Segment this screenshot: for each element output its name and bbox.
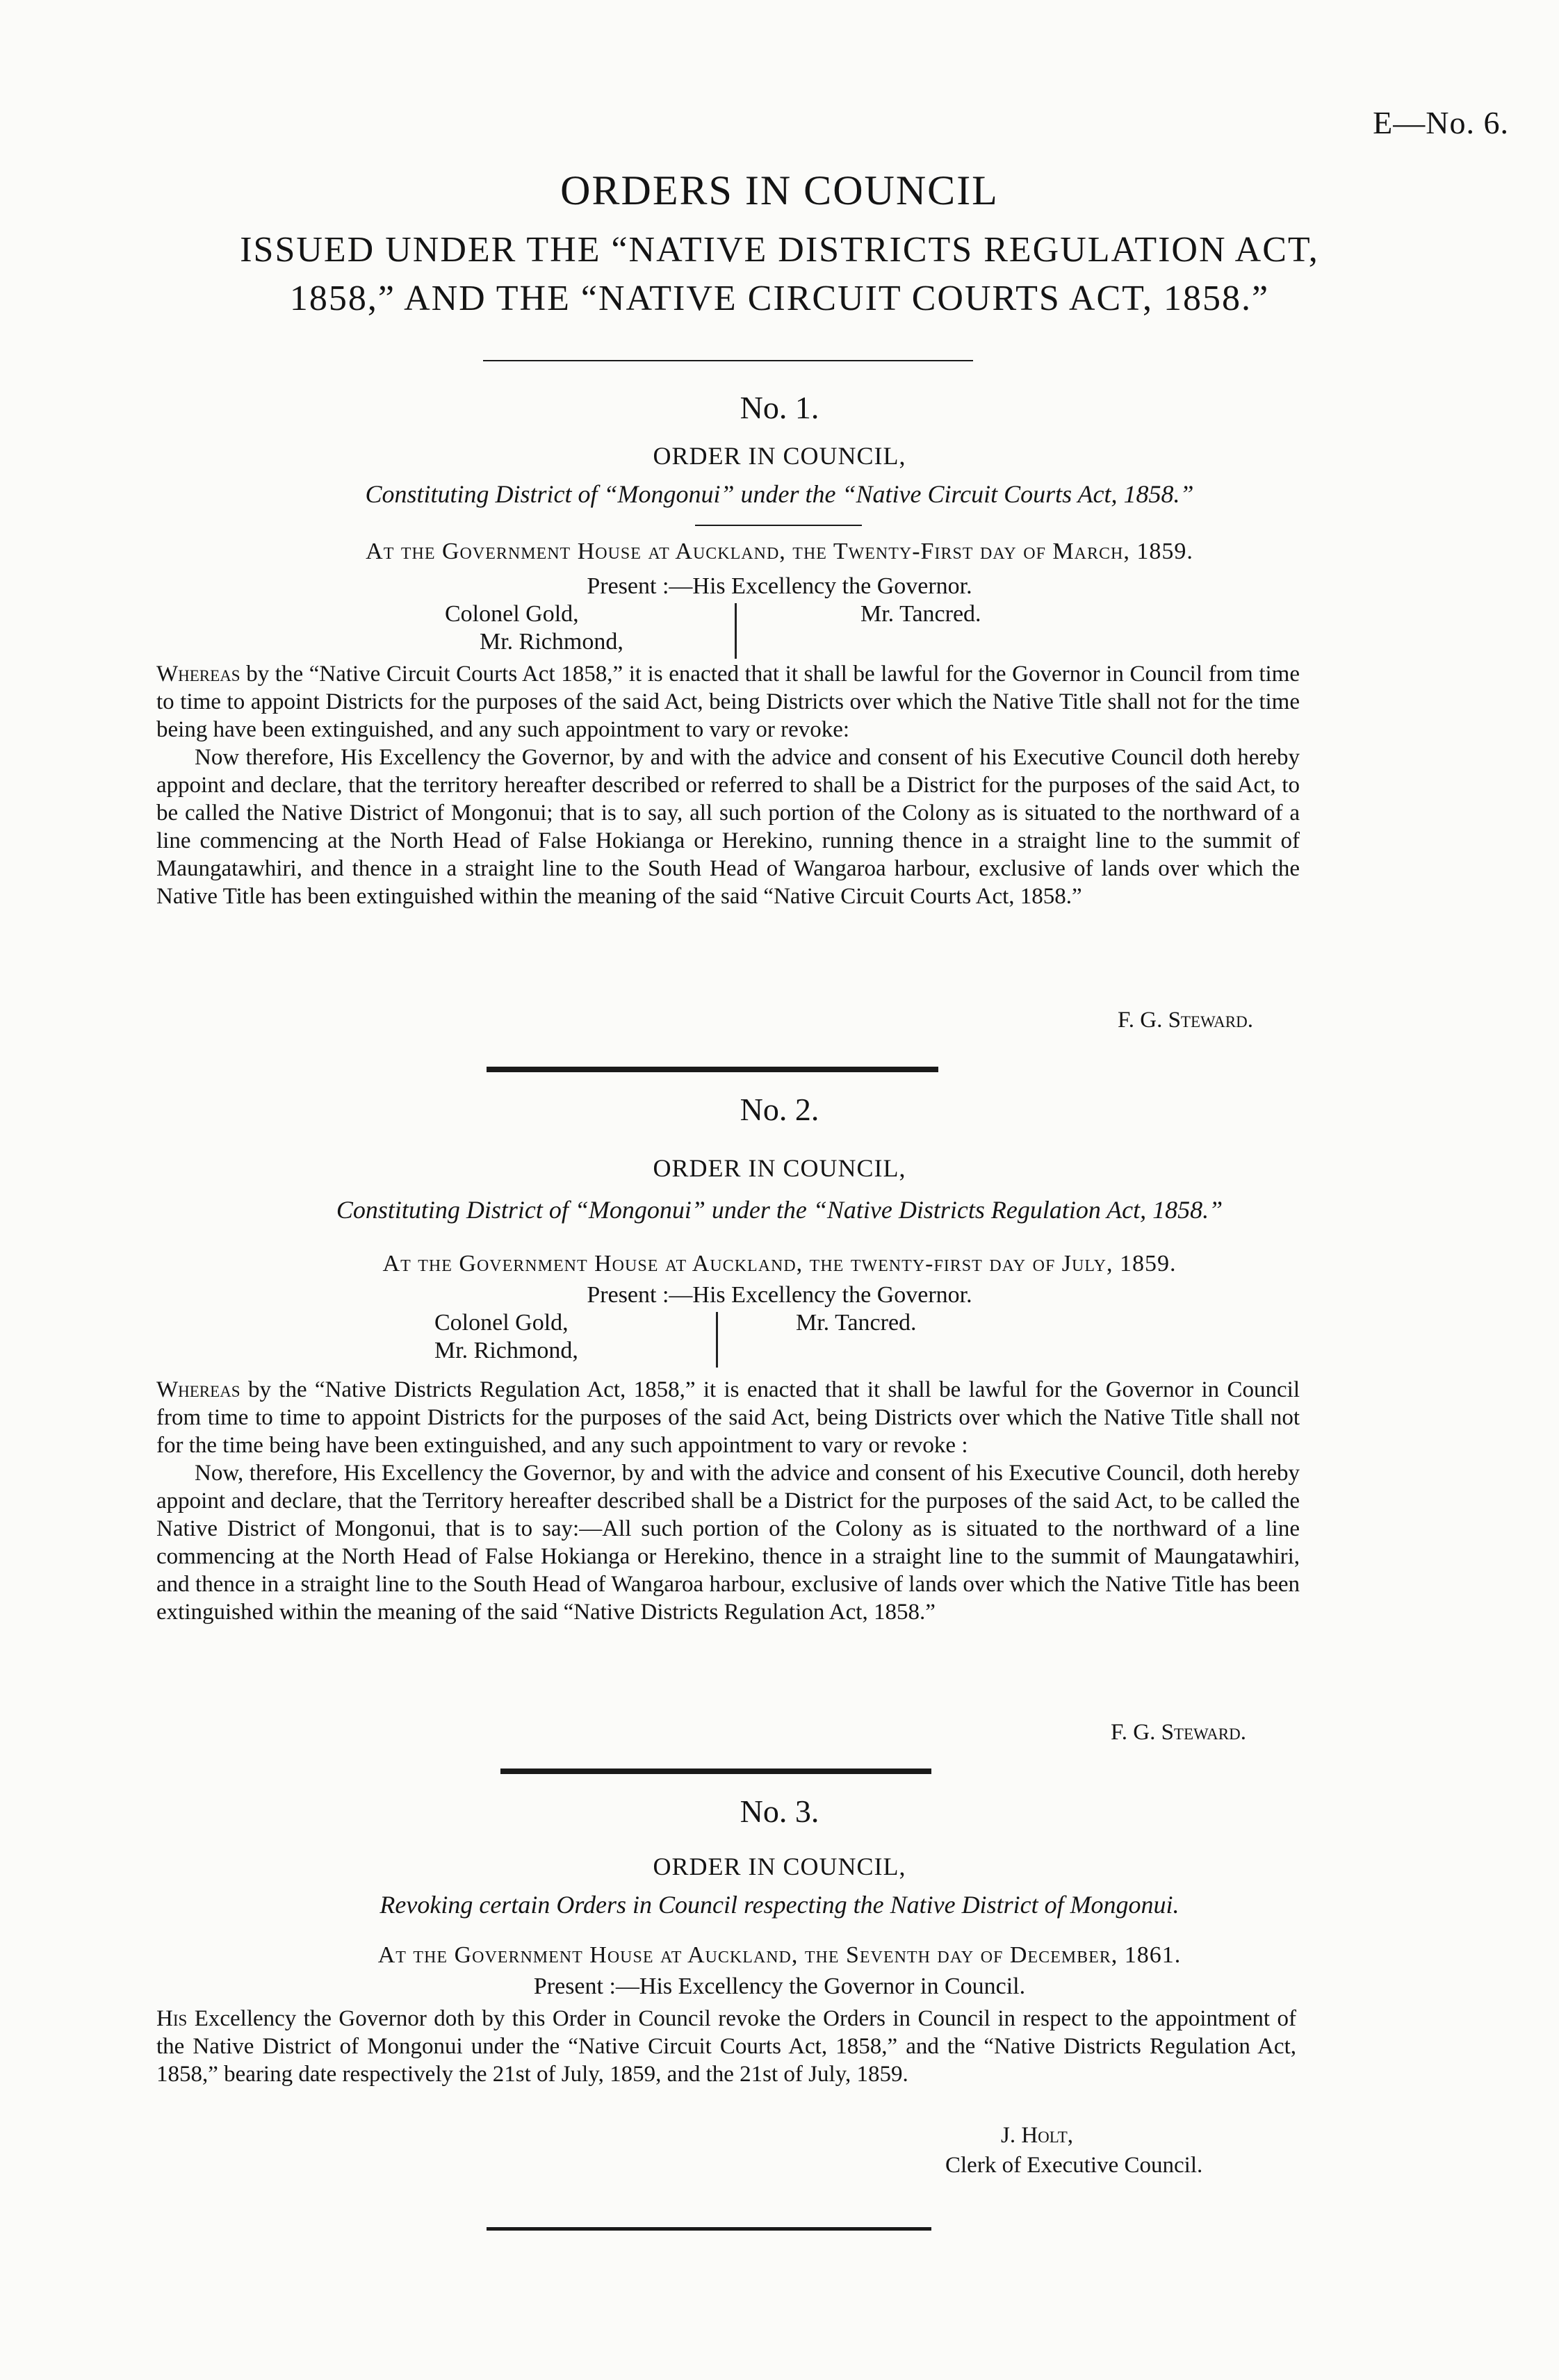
order-2-paragraph-2: Now, therefore, His Excellency the Governor, by and with the advice and consent of his Executive Council, doth hereby appoint and declare, that the Territory hereafter described shall be a District for the purposes of the said Act, to be called the Native District of Mongonui, that is to say:—All such portion of the Colony as is situated to the northward of a line commencing at the North Head of False Hokianga or Herekino, thence in a straight line to the summit of Maungatawhiri, and thence in a straight line to the South Head of Wangaroa harbour, exclusive of lands over which the Native Title has been extinguished within the meaning of the said “Native Districts Regulation Act, 1858.” [156,1461,1300,1625]
order-2-paragraph-1: by the “Native Districts Regulation Act, 1858,” it is enacted that it shall be lawful for the Governor in Council from time to time to appoint Districts for the purposes of the said Act, being Districts over which the Native Title shall not for the time being have been extinguished, and any such appointment to vary or revoke : [156,1377,1300,1458]
order-1-present: Present :—His Excellency the Governor. [587,573,972,599]
order-1-description: Constituting District of “Mongonui” under the “Native Circuit Courts Act, 1858.” [365,480,1194,508]
order-1-body [156,660,1300,910]
order-3-present: Present :—His Excellency the Governor in Council. [533,1973,1026,1999]
order-3-his: His [156,2006,188,2031]
order-1-meeting: At the Government House at Auckland, the Twenty-First day of March, 1859. [366,539,1193,564]
order-2-number: No. 2. [740,1092,819,1127]
order-1-member-divider [735,603,737,659]
order-1-member-left-2: Mr. Richmond, [480,629,623,655]
title-rule [483,360,973,361]
order-1-member-right: Mr. Tancred. [860,601,981,627]
order-3-signature-title: Clerk of Executive Council. [945,2153,1203,2178]
order-2-present: Present :—His Excellency the Governor. [587,1282,972,1308]
order-2-member-right: Mr. Tancred. [796,1310,917,1336]
order-3-signature-name: J. Holt, [1001,2123,1074,2148]
order-1-whereas: Whereas [156,662,240,687]
order-2-member-left-1: Colonel Gold, [434,1310,569,1336]
order-1-number: No. 1. [740,390,819,425]
order-2-heading: ORDER IN COUNCIL, [653,1154,906,1182]
order-2-whereas: Whereas [156,1377,240,1402]
order-1-member-left-1: Colonel Gold, [445,601,579,627]
subtitle-line-1: ISSUED UNDER THE “NATIVE DISTRICTS REGULATION ACT, [240,230,1319,270]
order-2-member-divider [716,1312,718,1368]
order-2-signature: F. G. Steward. [1111,1720,1246,1745]
order-2-end-rule [500,1768,931,1774]
order-3-body [156,2005,1296,2088]
order-3-end-rule [487,2227,931,2231]
order-1-short-rule [695,525,862,526]
order-2-member-left-2: Mr. Richmond, [434,1338,578,1363]
subtitle-line-2: 1858,” AND THE “NATIVE CIRCUIT COURTS ACT, 1858.” [289,279,1270,318]
order-2-body [156,1376,1300,1626]
order-2-description: Constituting District of “Mongonui” under the “Native Districts Regulation Act, 1858.” [336,1196,1223,1224]
order-2-meeting: At the Government House at Auckland, the twenty-first day of July, 1859. [382,1251,1177,1277]
order-3-description: Revoking certain Orders in Council respecting the Native District of Mongonui. [379,1891,1180,1919]
order-1-paragraph-2: Now therefore, His Excellency the Governor, by and with the advice and consent of his Executive Council doth hereby appoint and declare, that the territory hereafter described or referred to shall be a District for the purposes of the said Act, to be called the Native District of Mongonui; that is to say, all such portion of the Colony as is situated to the northward of a line commencing at the North Head of False Hokianga or Herekino, running thence in a straight line to the summit of Maungatawhiri, and thence in a straight line to the South Head of Wangaroa harbour, exclusive of lands over which the Native Title has been extinguished within the meaning of the said “Native Circuit Courts Act, 1858.” [156,745,1300,909]
order-1-end-rule [487,1067,938,1072]
order-3-paragraph-1: Excellency the Governor doth by this Order in Council revoke the Orders in Council in respect to the appointment of the Native District of Mongonui under the “Native Circuit Courts Act, 1858,” and the “Native Districts Regulation Act, 1858,” bearing date respectively the 21st of July, 1859, and the 21st of July, 1859. [156,2006,1296,2087]
order-1-heading: ORDER IN COUNCIL, [653,442,906,470]
document-reference: E—No. 6. [1373,105,1509,140]
order-3-meeting: At the Government House at Auckland, the Seventh day of December, 1861. [377,1942,1182,1968]
order-3-heading: ORDER IN COUNCIL, [653,1853,906,1880]
page-title: ORDERS IN COUNCIL [560,167,999,213]
order-1-paragraph-1: by the “Native Circuit Courts Act 1858,” it is enacted that it shall be lawful for the Governor in Council from time to time to appoint Districts for the purposes of the said Act, being Districts over which the Native Title shall not for the time being have been extinguished, and any such appointment to vary or revoke: [156,662,1300,742]
order-3-number: No. 3. [740,1794,819,1829]
order-1-signature: F. G. Steward. [1118,1008,1253,1033]
